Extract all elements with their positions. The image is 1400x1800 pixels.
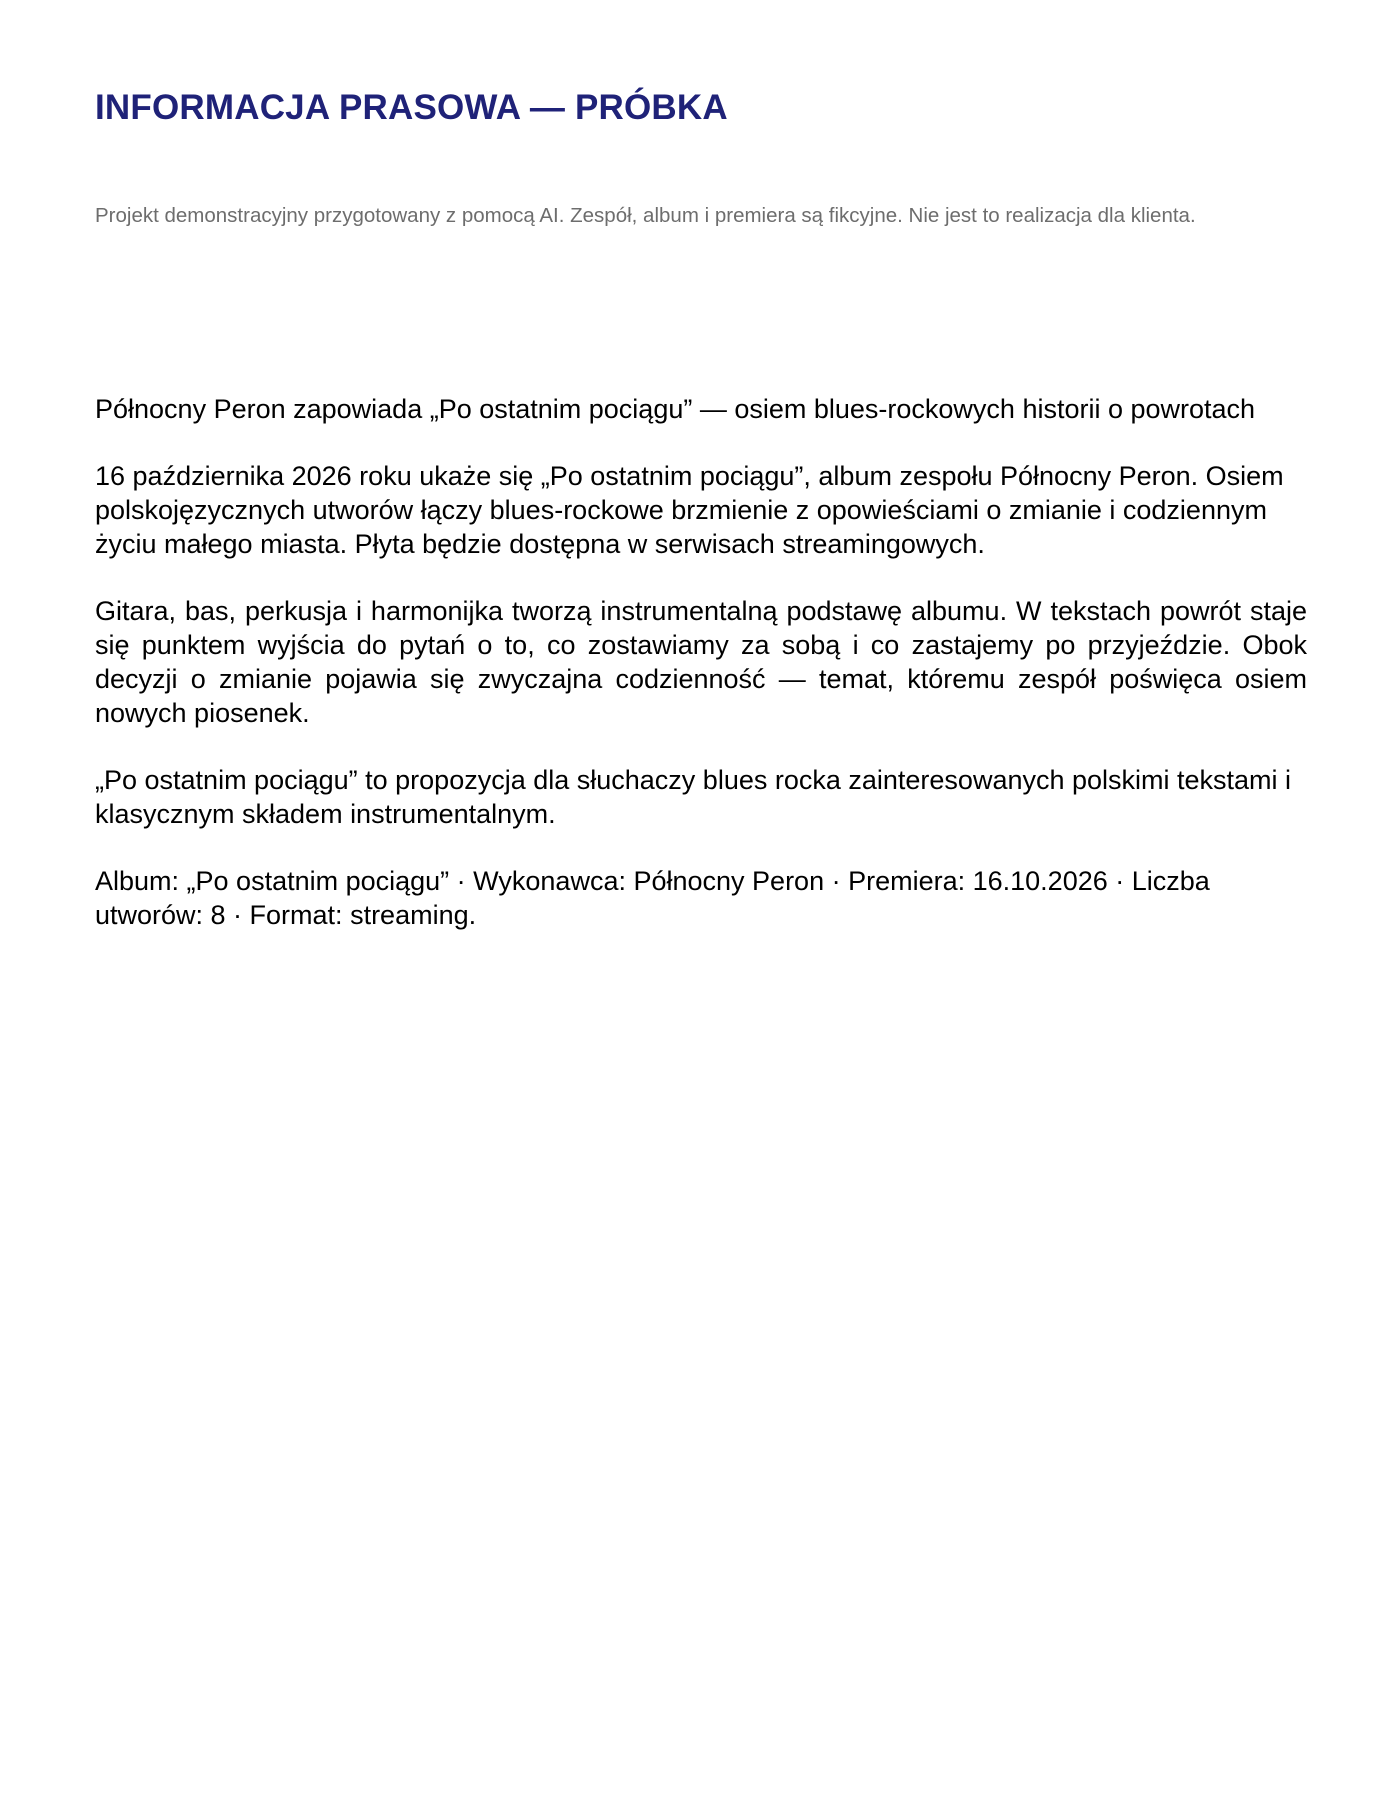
body-paragraph-2: Gitara, bas, perkusja i harmonijka tworzą instrumentalną podstawę albumu. W tekstach powrót staje się punktem wyjścia do pytań o to, co zostawiamy za sobą i co zastajemy po przyjeździe. Obok decyzji o zmianie pojawia się zwyczajna codzienność — temat, któremu zespół poświęca osiem nowych piosenek. [95,596,1307,728]
page-title: INFORMACJA PRASOWA — PRÓBKA [95,88,728,127]
disclaimer-note: Projekt demonstracyjny przygotowany z pomocą AI. Zespół, album i premiera są fikcyjne. Nie jest to realizacja dla klienta. [95,204,1196,227]
press-headline: Północny Peron zapowiada „Po ostatnim pociągu” — osiem blues-rockowych historii o powrotach [95,394,1256,424]
album-factsheet: Album: „Po ostatnim pociągu” · Wykonawca: Północny Peron · Premiera: 16.10.2026 · Liczba utworów: 8 · Format: streaming. [95,866,1210,930]
press-release-body [95,392,1307,965]
body-paragraph-3: „Po ostatnim pociągu” to propozycja dla słuchaczy blues rocka zainteresowanych polskimi tekstami i klasycznym składem instrumentalnym. [95,765,1292,829]
body-paragraph-1: 16 października 2026 roku ukaże się „Po ostatnim pociągu”, album zespołu Północny Peron. Osiem polskojęzycznych utworów łączy blues-rockowe brzmienie z opowieściami o zmianie i codziennym życiu małego miasta. Płyta będzie dostępna w serwisach streamingowych. [95,461,1284,559]
